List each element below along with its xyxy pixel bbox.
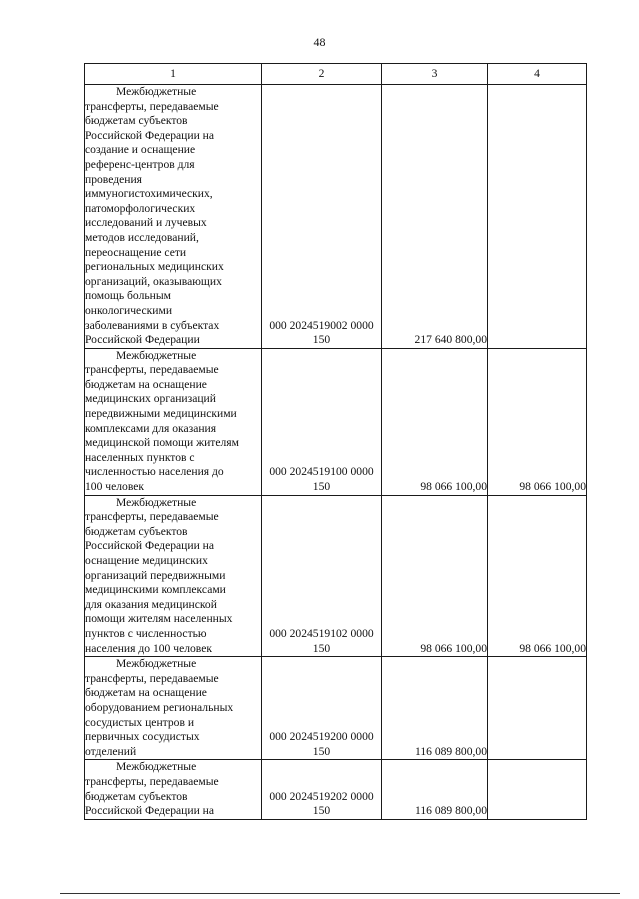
row-amount-col4: 98 066 100,00 bbox=[488, 348, 587, 495]
table-row bbox=[85, 495, 587, 657]
row-code: 000 2024519202 0000 150 bbox=[262, 760, 382, 819]
header-col-4: 4 bbox=[488, 64, 587, 85]
header-col-2: 2 bbox=[262, 64, 382, 85]
header-col-1: 1 bbox=[85, 64, 262, 85]
row-name: Межбюджетные трансферты, передаваемые бюджетам на оснащение медицинских организаций передвижными медицинскими комплексами для оказания медицинской помощи жителям населенных пунктов с численностью населения до 100 человек bbox=[85, 348, 262, 495]
row-name: Межбюджетные трансферты, передаваемые бюджетам субъектов Российской Федерации на bbox=[85, 760, 262, 819]
row-name: Межбюджетные трансферты, передаваемые бюджетам субъектов Российской Федерации на создание и оснащение референс-центров для проведения иммуногистохимических, патоморфологических исследований и лучевых методов исследований, переоснащение сети региональных медицинских организаций, оказывающих помощь больным онкологическими заболеваниями в субъектах Российской Федерации bbox=[85, 85, 262, 349]
header-col-3: 3 bbox=[382, 64, 488, 85]
budget-table bbox=[84, 63, 587, 820]
table-row bbox=[85, 85, 587, 349]
row-amount-col3: 116 089 800,00 bbox=[382, 657, 488, 760]
row-amount-col4 bbox=[488, 760, 587, 819]
row-amount-col3: 98 066 100,00 bbox=[382, 348, 488, 495]
row-amount-col4 bbox=[488, 657, 587, 760]
row-amount-col3: 217 640 800,00 bbox=[382, 85, 488, 349]
row-code: 000 2024519002 0000 150 bbox=[262, 85, 382, 349]
row-amount-col4 bbox=[488, 85, 587, 349]
table-row bbox=[85, 760, 587, 819]
page-number: 48 bbox=[313, 35, 326, 49]
page-bottom-rule bbox=[60, 893, 620, 894]
row-code: 000 2024519100 0000 150 bbox=[262, 348, 382, 495]
row-code: 000 2024519200 0000 150 bbox=[262, 657, 382, 760]
header-row bbox=[85, 64, 587, 85]
table-row bbox=[85, 348, 587, 495]
table-row bbox=[85, 657, 587, 760]
row-code: 000 2024519102 0000 150 bbox=[262, 495, 382, 657]
row-name: Межбюджетные трансферты, передаваемые бюджетам субъектов Российской Федерации на оснащение медицинских организаций передвижными медицинскими комплексами для оказания медицинской помощи жителям населенных пунктов с численностью населения до 100 человек bbox=[85, 495, 262, 657]
row-amount-col3: 116 089 800,00 bbox=[382, 760, 488, 819]
row-amount-col3: 98 066 100,00 bbox=[382, 495, 488, 657]
row-name: Межбюджетные трансферты, передаваемые бюджетам на оснащение оборудованием региональных сосудистых центров и первичных сосудистых отделений bbox=[85, 657, 262, 760]
row-amount-col4: 98 066 100,00 bbox=[488, 495, 587, 657]
